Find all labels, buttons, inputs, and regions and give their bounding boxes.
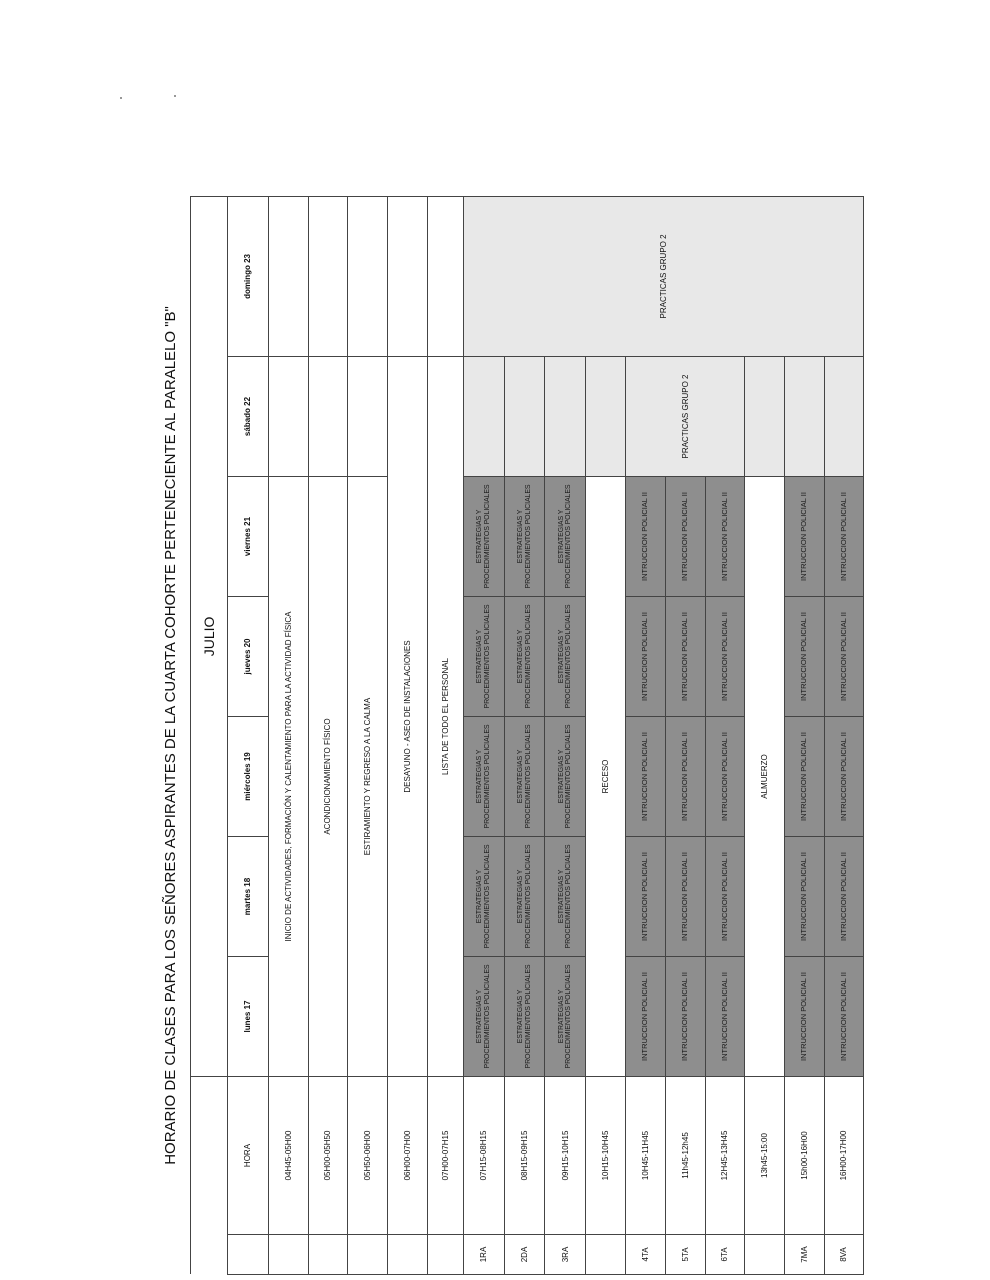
period-cell: 6TA xyxy=(705,1235,745,1275)
class-estrategias: ESTRATEGIAS Y PROCEDIMIENTOS POLICIALES xyxy=(545,477,586,597)
class-estrategias: ESTRATEGIAS Y PROCEDIMIENTOS POLICIALES xyxy=(504,477,545,597)
period-cell: 7MA xyxy=(785,1235,825,1275)
day-header: viernes 21 xyxy=(228,477,269,597)
time-cell: 10H15-10H45 xyxy=(586,1077,626,1235)
time-cell: 16H00-17H00 xyxy=(825,1077,864,1235)
class-instruccion: INTRUCCION POLICIAL II xyxy=(705,597,745,717)
class-estrategias: ESTRATEGIAS Y PROCEDIMIENTOS POLICIALES xyxy=(463,597,504,717)
period-cell: 5TA xyxy=(665,1235,705,1275)
day-header: jueves 20 xyxy=(228,597,269,717)
activity-inicio: INICIO DE ACTIVIDADES, FORMACIÓN Y CALENTAMIENTO PARA LA ACTIVIDAD FÍSICA xyxy=(268,477,308,1077)
class-estrategias: ESTRATEGIAS Y PROCEDIMIENTOS POLICIALES xyxy=(504,957,545,1077)
class-instruccion: INTRUCCION POLICIAL II xyxy=(825,837,864,957)
activity-almuerzo: ALMUERZO xyxy=(745,477,785,1077)
day-header: martes 18 xyxy=(228,837,269,957)
class-instruccion: INTRUCCION POLICIAL II xyxy=(785,837,825,957)
page-title: HORARIO DE CLASES PARA LOS SEÑORES ASPIRANTES DE LA CUARTA COHORTE PERTENECIENTE AL PARALELO "B" xyxy=(150,196,191,1274)
class-instruccion: INTRUCCION POLICIAL II xyxy=(626,717,666,837)
practicas-sabado: PRACTICAS GRUPO 2 xyxy=(626,357,745,477)
class-estrategias: ESTRATEGIAS Y PROCEDIMIENTOS POLICIALES xyxy=(463,477,504,597)
class-estrategias: ESTRATEGIAS Y PROCEDIMIENTOS POLICIALES xyxy=(545,837,586,957)
activity-estiramiento: ESTIRAMIENTO Y REGRESO A LA CALMA xyxy=(348,477,388,1077)
class-estrategias: ESTRATEGIAS Y PROCEDIMIENTOS POLICIALES xyxy=(545,717,586,837)
schedule-rotated-page xyxy=(150,197,864,1275)
class-estrategias: ESTRATEGIAS Y PROCEDIMIENTOS POLICIALES xyxy=(463,837,504,957)
class-instruccion: INTRUCCION POLICIAL II xyxy=(785,957,825,1077)
class-estrategias: ESTRATEGIAS Y PROCEDIMIENTOS POLICIALES xyxy=(504,717,545,837)
time-cell: 04H45-05H00 xyxy=(268,1077,308,1235)
class-estrategias: ESTRATEGIAS Y PROCEDIMIENTOS POLICIALES xyxy=(545,597,586,717)
day-header: lunes 17 xyxy=(228,957,269,1077)
activity-receso: RECESO xyxy=(586,477,626,1077)
time-cell: 06H00-07H00 xyxy=(388,1077,428,1235)
scan-speck xyxy=(174,95,176,97)
time-cell: 08H15-09H15 xyxy=(504,1077,545,1235)
period-cell: 3RA xyxy=(545,1235,586,1275)
period-cell: 1RA xyxy=(463,1235,504,1275)
class-instruccion: INTRUCCION POLICIAL II xyxy=(825,597,864,717)
practicas-domingo: PRACTICAS GRUPO 2 xyxy=(463,196,863,356)
day-header: sábado 22 xyxy=(228,357,269,477)
class-estrategias: ESTRATEGIAS Y PROCEDIMIENTOS POLICIALES xyxy=(504,597,545,717)
class-instruccion: INTRUCCION POLICIAL II xyxy=(825,957,864,1077)
time-cell: 15h00-16H00 xyxy=(785,1077,825,1235)
class-instruccion: INTRUCCION POLICIAL II xyxy=(705,957,745,1077)
period-cell: 8VA xyxy=(825,1235,864,1275)
activity-acondicionamiento: ACONDICIONAMIENTO FÍSICO xyxy=(308,477,348,1077)
time-cell: 05H00-05H50 xyxy=(308,1077,348,1235)
day-header: miércoles 19 xyxy=(228,717,269,837)
month-header: JULIO xyxy=(191,196,228,1076)
class-instruccion: INTRUCCION POLICIAL II xyxy=(665,837,705,957)
time-cell: 10H45-11H45 xyxy=(626,1077,666,1235)
time-cell: 09H15-10H15 xyxy=(545,1077,586,1235)
class-estrategias: ESTRATEGIAS Y PROCEDIMIENTOS POLICIALES xyxy=(504,837,545,957)
period-cell: 2DA xyxy=(504,1235,545,1275)
class-instruccion: INTRUCCION POLICIAL II xyxy=(626,597,666,717)
class-instruccion: INTRUCCION POLICIAL II xyxy=(665,477,705,597)
class-instruccion: INTRUCCION POLICIAL II xyxy=(705,477,745,597)
class-instruccion: INTRUCCION POLICIAL II xyxy=(705,837,745,957)
class-estrategias: ESTRATEGIAS Y PROCEDIMIENTOS POLICIALES xyxy=(463,717,504,837)
class-instruccion: INTRUCCION POLICIAL II xyxy=(626,477,666,597)
scan-speck xyxy=(120,97,122,99)
class-instruccion: INTRUCCION POLICIAL II xyxy=(626,837,666,957)
time-cell: 07H15-08H15 xyxy=(463,1077,504,1235)
schedule-table xyxy=(150,196,864,1275)
time-cell: 13h45-15:00 xyxy=(745,1077,785,1235)
class-instruccion: INTRUCCION POLICIAL II xyxy=(785,597,825,717)
class-estrategias: ESTRATEGIAS Y PROCEDIMIENTOS POLICIALES xyxy=(545,957,586,1077)
time-cell: 05H50-06H00 xyxy=(348,1077,388,1235)
class-instruccion: INTRUCCION POLICIAL II xyxy=(665,717,705,837)
class-instruccion: INTRUCCION POLICIAL II xyxy=(825,477,864,597)
time-cell: 11h45-12h45 xyxy=(665,1077,705,1235)
time-cell: 12H45-13H45 xyxy=(705,1077,745,1235)
class-instruccion: INTRUCCION POLICIAL II xyxy=(785,717,825,837)
activity-desayuno: DESAYUNO - ASEO DE INSTALACIONES xyxy=(388,357,428,1077)
day-header: domingo 23 xyxy=(228,196,269,356)
class-instruccion: INTRUCCION POLICIAL II xyxy=(705,717,745,837)
period-cell: 4TA xyxy=(626,1235,666,1275)
hora-header: HORA xyxy=(228,1077,269,1235)
class-instruccion: INTRUCCION POLICIAL II xyxy=(825,717,864,837)
class-instruccion: INTRUCCION POLICIAL II xyxy=(626,957,666,1077)
activity-lista: LISTA DE TODO EL PERSONAL xyxy=(428,357,464,1077)
class-instruccion: INTRUCCION POLICIAL II xyxy=(785,477,825,597)
time-cell: 07H00-07H15 xyxy=(428,1077,464,1235)
class-instruccion: INTRUCCION POLICIAL II xyxy=(665,597,705,717)
class-instruccion: INTRUCCION POLICIAL II xyxy=(665,957,705,1077)
class-estrategias: ESTRATEGIAS Y PROCEDIMIENTOS POLICIALES xyxy=(463,957,504,1077)
